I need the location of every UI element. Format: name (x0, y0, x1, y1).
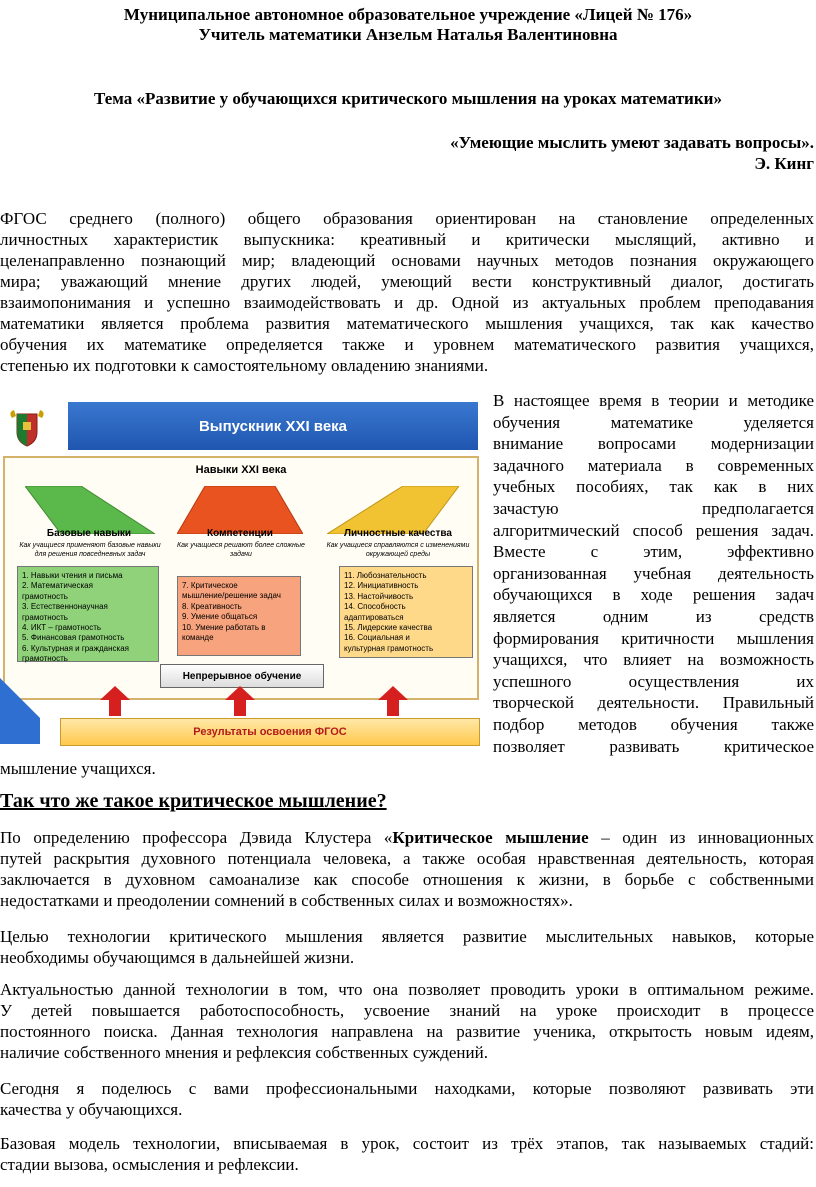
text-line: качества у обучающихся. (0, 1100, 183, 1119)
list-item: 11. Любознательность (344, 571, 427, 580)
text-line: задачного материала в современных (493, 455, 814, 475)
text-line: взаимопонимания и успешно взаимодействовать и др. Одной из актуальных проблем преподавания (0, 293, 814, 312)
list-item: мышление/решение задач (182, 591, 281, 601)
text-line: подбор методов обучения также (493, 714, 814, 734)
text-line: учащихся, что влияет на возможность (493, 650, 814, 670)
yellow-trapezoid (327, 486, 459, 534)
fgos-results-bar: Результаты освоения ФГОС (60, 718, 480, 746)
blue-wedge-shape (0, 678, 40, 744)
text-line: Актуальностью данной технологии в том, что она позволяет проводить уроки в оптимальном режиме. (0, 980, 814, 999)
list-item: 15. Лидерские качества (344, 623, 433, 633)
text-line: творческой деятельности. Правильный (493, 693, 814, 713)
column-competencies-title: Компетенции (207, 528, 273, 539)
side-paragraph (493, 390, 814, 757)
text-line: Сегодня я поделюсь с вами профессиональными находками, которые позволяют развивать эти (0, 1079, 814, 1098)
column-personal-title: Личностные качества (344, 528, 452, 539)
text-line: позволяет развивать критическое (493, 736, 814, 756)
text-line: мира; уважающий мнение других людей, умеющий вести конструктивный диалог, достигать (0, 272, 814, 291)
text-line: является одним из средств (493, 606, 814, 626)
graduate-banner: Выпускник XXI века (68, 402, 478, 450)
section-title: Так что же такое критическое мышление? (0, 790, 387, 812)
text-line: ФГОС среднего (полного) общего образования ориентирован на становление определенных (0, 209, 814, 228)
definition-paragraph (0, 827, 814, 911)
text-line: обучающихся в ходе решения задач (493, 585, 814, 605)
relevance-paragraph (0, 979, 814, 1063)
text-line: Целью технологии критического мышления является развитие мыслительных навыков, которые (0, 927, 814, 946)
list-item: 5. Финансовая грамотность (22, 633, 125, 643)
text-line: наличие собственного мнения и рефлексия собственных суждений. (0, 1043, 488, 1062)
list-item: культурная грамотность (344, 643, 434, 653)
text-line: организованная учебная деятельность (493, 563, 814, 583)
red-trapezoid (177, 486, 303, 534)
text-line: внимание вопросами модернизации (493, 434, 814, 454)
list-item: адаптироваться (344, 612, 404, 622)
skills-diagram (0, 402, 478, 744)
model-paragraph (0, 1133, 814, 1175)
up-arrow-icon (378, 686, 408, 716)
intro-paragraph (0, 208, 814, 376)
text-line: У детей повышается работоспособность, усвоение знаний на уроке происходит в процессе (0, 1001, 814, 1020)
list-item: 3. Естественнонаучная (22, 602, 108, 612)
list-item: 6. Культурная и гражданская (22, 643, 129, 653)
list-item: грамотность (22, 612, 68, 622)
continuous-learning-bar: Непрерывное обучение (160, 664, 324, 688)
teacher-name: Учитель математики Анзельм Наталья Валентиновна (198, 25, 618, 44)
text-line: зачастую предполагается (493, 498, 814, 518)
goal-paragraph (0, 926, 814, 968)
text-line: постоянного поиска. Данная технология направлена на развитие ученика, открытость новым идеям, (0, 1022, 814, 1041)
epigraph-author: Э. Кинг (754, 154, 814, 173)
column-basic-title: Базовые навыки (46, 528, 132, 539)
list-item: 1. Навыки чтения и письма (22, 571, 123, 580)
list-item: грамотность (22, 591, 68, 601)
column-personal-subtitle: Как учащиеся справляются с изменениями окружающей среды (326, 542, 470, 558)
text-line: стадии вызова, осмысления и рефлексии. (0, 1155, 299, 1174)
list-item: 10. Умение работать в (182, 622, 266, 632)
list-item: 4. ИКТ – грамотность (22, 623, 102, 633)
side-paragraph-tail: мышление учащихся. (0, 759, 156, 778)
text-run: – один из инновационных (588, 828, 814, 847)
text-line: успешного осуществления их (493, 671, 814, 691)
text-line: Вместе с этим, эффективно (493, 542, 814, 562)
text-line: математики является проблема развития математического мышления учащихся, так как качество (0, 314, 814, 333)
up-arrow-icon (100, 686, 130, 716)
bold-term: Критическое мышление (392, 828, 589, 847)
column-basic-subtitle: Как учащиеся применяют базовые навыки для решения повседневных задач (19, 542, 161, 558)
text-line: учебных пособиях, так как в них (493, 477, 814, 497)
text-line: степенью их подготовки к самостоятельному овладению знаниями. (0, 356, 489, 375)
personal-qualities-box (339, 566, 473, 658)
list-item: 8. Креативность (182, 601, 242, 611)
text-line: Базовая модель технологии, вписываемая в урок, состоит из трёх этапов, так называемых стадий: (0, 1134, 814, 1153)
green-trapezoid (25, 486, 155, 534)
list-item: 7. Критическое (182, 581, 238, 590)
text-line: недостатками и преодолении сомнений в собственных силах и возможностях». (0, 891, 573, 910)
share-paragraph (0, 1078, 814, 1120)
text-line: личностных характеристик выпускника: креативный и критически мыслящий, активно и (0, 230, 814, 249)
list-item: 13. Настойчивость (344, 591, 414, 601)
text-line: обучения их математике определяется также и уровнем математического развития учащихся, (0, 335, 814, 354)
list-item: 2. Математическая (22, 581, 93, 591)
list-item: 16. Социальная и (344, 633, 410, 643)
list-item: команде (182, 633, 214, 643)
basic-skills-box (17, 566, 159, 662)
text-line (0, 827, 814, 848)
list-item: грамотность (22, 654, 68, 664)
text-line: заключается в духовном самоанализе как способе отношения к жизни, в борьбе с собственными (0, 870, 814, 889)
list-item: 9. Умение общаться (182, 612, 258, 622)
school-name: Муниципальное автономное образовательное учреждение «Лицей № 176» (123, 5, 693, 24)
list-item: 12. Инициативность (344, 581, 419, 591)
text-line: необходимы обучающимся в дальнейшей жизни. (0, 948, 355, 967)
text-line: алгоритмический способ решения задач. (493, 520, 814, 540)
text-line: путей раскрытия духовного потенциала человека, а также особая нравственная деятельность, которая (0, 849, 814, 868)
list-item: 14. Способность (344, 602, 406, 612)
text-line: целенаправленно познающий мир; владеющий основами научных методов познания окружающего (0, 251, 814, 270)
text-line: обучения математике уделяется (493, 412, 814, 432)
column-competencies-subtitle: Как учащиеся решают более сложные задачи (177, 542, 305, 558)
text-line: В настоящее время в теории и методике (493, 391, 814, 410)
up-arrow-icon (225, 686, 255, 716)
topic-title: Тема «Развитие у обучающихся критического мышления на уроках математики» (94, 89, 722, 108)
coat-of-arms-icon (4, 408, 50, 448)
epigraph-quote: «Умеющие мыслить умеют задавать вопросы». (450, 133, 814, 152)
competencies-box (177, 576, 301, 656)
text-run: По определению профессора Дэвида Клустера « (0, 828, 393, 847)
text-line: формирования критичности мышления (493, 628, 814, 648)
skills-title: Навыки XXI века (195, 464, 287, 476)
